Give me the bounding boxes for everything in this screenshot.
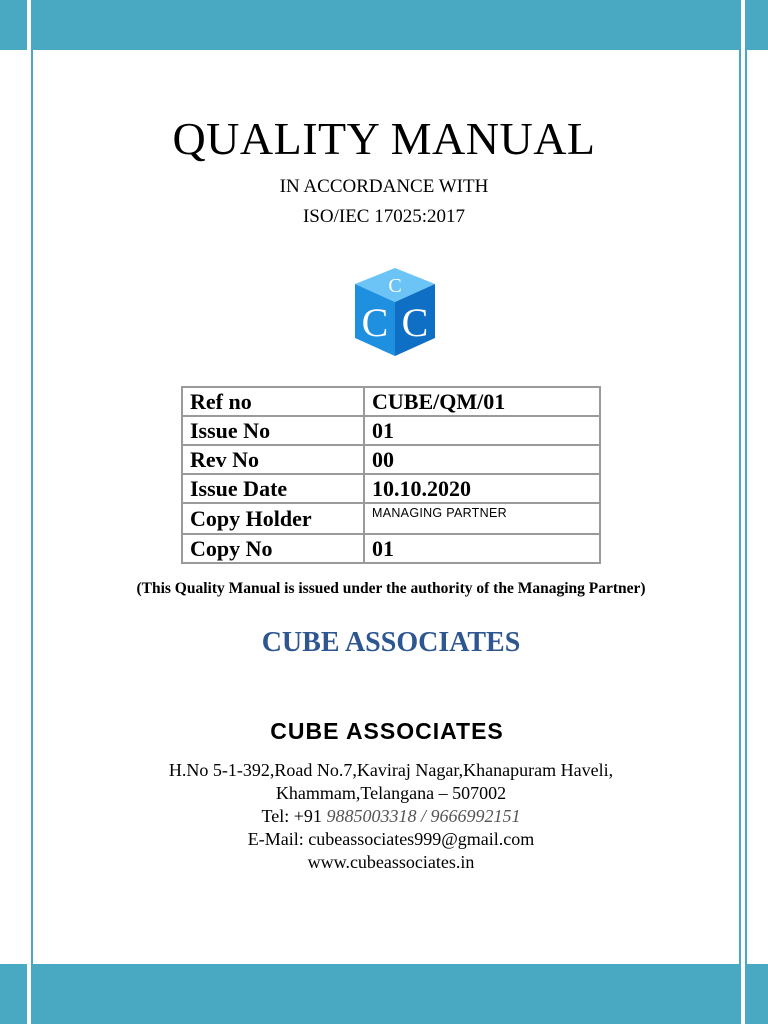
cube-cc-logo-icon xyxy=(355,268,435,356)
document-info-table xyxy=(181,386,601,564)
subtitle-line1: IN ACCORDANCE WITH xyxy=(279,176,489,197)
ref-no-label: Ref no xyxy=(182,387,364,416)
page-title: QUALITY MANUAL xyxy=(172,113,596,164)
logo-letter-left: C xyxy=(361,300,389,345)
table-row xyxy=(182,387,600,416)
issue-date-label: Issue Date xyxy=(182,474,364,503)
address-line2: Khammam,Telangana – 507002 xyxy=(275,783,507,803)
logo-letter-top: C xyxy=(388,275,402,297)
subtitle-line2: ISO/IEC 17025:2017 xyxy=(302,206,466,227)
copy-holder-value: MANAGING PARTNER xyxy=(364,503,600,534)
rev-no-value: 00 xyxy=(364,445,600,474)
table-row xyxy=(182,416,600,445)
copy-no-label: Copy No xyxy=(182,534,364,563)
issue-no-label: Issue No xyxy=(182,416,364,445)
authority-note: (This Quality Manual is issued under the authority of the Managing Partner) xyxy=(136,580,646,597)
logo-letter-right: C xyxy=(401,300,429,345)
website-line: www.cubeassociates.in xyxy=(307,852,475,872)
table-row xyxy=(182,534,600,563)
issue-no-value: 01 xyxy=(364,416,600,445)
frame-top-band xyxy=(33,0,739,50)
rev-no-label: Rev No xyxy=(182,445,364,474)
copy-holder-label: Copy Holder xyxy=(182,503,364,534)
issue-date-value: 10.10.2020 xyxy=(364,474,600,503)
tel-label: Tel: +91 xyxy=(261,806,327,826)
copy-no-value: 01 xyxy=(364,534,600,563)
company-name-address-heading: CUBE ASSOCIATES xyxy=(270,718,504,744)
company-name-heading: CUBE ASSOCIATES xyxy=(261,627,521,658)
table-row xyxy=(182,445,600,474)
email-line: E-Mail: cubeassociates999@gmail.com xyxy=(247,829,535,849)
frame-bottom-band xyxy=(33,964,739,1024)
table-row xyxy=(182,503,600,534)
table-row xyxy=(182,474,600,503)
tel-numbers: 9885003318 / 9666992151 xyxy=(326,806,521,826)
ref-no-value: CUBE/QM/01 xyxy=(364,387,600,416)
address-line1: H.No 5-1-392,Road No.7,Kaviraj Nagar,Khanapuram Haveli, xyxy=(168,760,614,780)
telephone-line xyxy=(0,806,768,827)
